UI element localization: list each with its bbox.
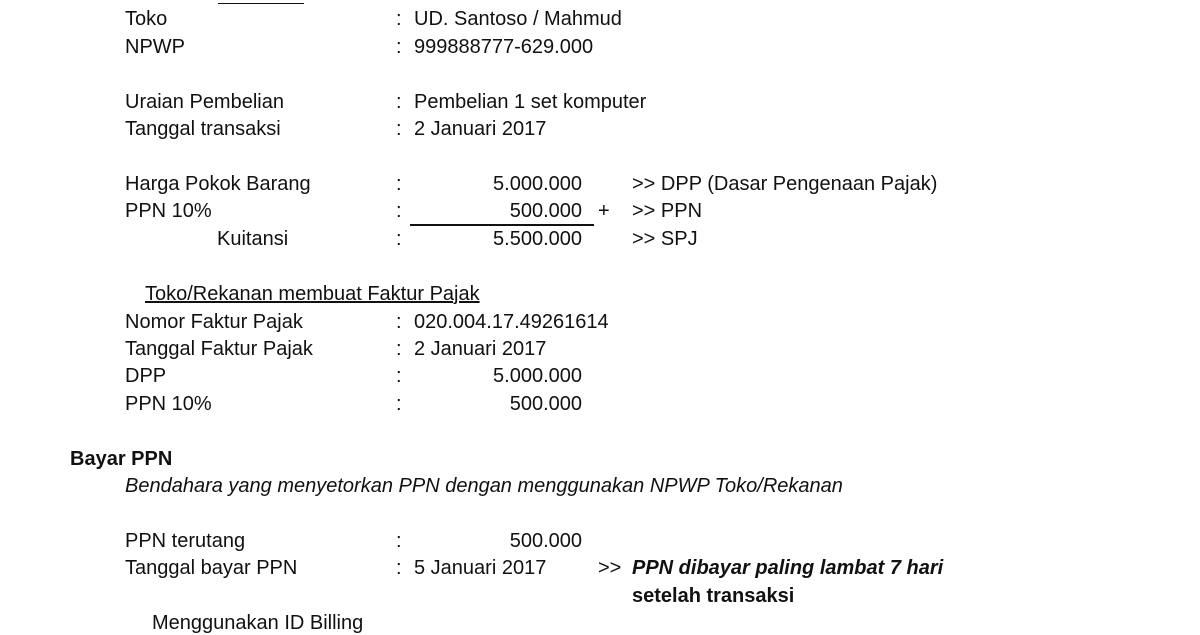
- billing-label: Menggunakan ID Billing: [152, 612, 364, 634]
- tanggal-bayar-value: 5 Januari 2017: [414, 557, 547, 579]
- npwp-value: 999888777-629.000: [414, 36, 594, 58]
- bayar-subtitle: Bendahara yang menyetorkan PPN dengan menggunakan NPWP Toko/Rekanan: [125, 475, 843, 497]
- harga-label: Harga Pokok Barang: [125, 173, 311, 195]
- npwp-label: NPWP: [125, 36, 185, 58]
- colon: :: [396, 311, 402, 333]
- bayar-heading: Bayar PPN: [70, 448, 173, 470]
- nomor-faktur-value: 020.004.17.49261614: [414, 311, 609, 333]
- colon: :: [396, 393, 402, 415]
- tanggal-transaksi-label: Tanggal transaksi: [125, 118, 281, 140]
- kuitansi-label: Kuitansi: [217, 228, 289, 250]
- note-line-1: PPN dibayar paling lambat 7 hari: [632, 557, 944, 579]
- terutang-value: 500.000: [509, 530, 582, 552]
- tanggal-transaksi-value: 2 Januari 2017: [414, 118, 547, 140]
- toko-value: UD. Santoso / Mahmud: [414, 8, 622, 30]
- nomor-faktur-label: Nomor Faktur Pajak: [125, 311, 303, 333]
- note-line-2: setelah transaksi: [632, 585, 795, 607]
- ppn-value: 500.000: [509, 200, 582, 222]
- colon: :: [396, 200, 402, 222]
- uraian-value: Pembelian 1 set komputer: [414, 91, 647, 113]
- dpp-value: 5.000.000: [493, 365, 582, 387]
- terutang-label: PPN terutang: [125, 530, 246, 552]
- colon: :: [396, 228, 402, 250]
- ppn-note: >> PPN: [632, 200, 703, 222]
- colon: :: [396, 91, 402, 113]
- kuitansi-value: 5.500.000: [493, 228, 582, 250]
- toko-label: Toko: [125, 8, 168, 30]
- colon: :: [396, 338, 402, 360]
- colon: :: [396, 530, 402, 552]
- tanggal-bayar-label: Tanggal bayar PPN: [125, 557, 298, 579]
- faktur-heading: Toko/Rekanan membuat Faktur Pajak: [145, 283, 480, 305]
- colon: :: [396, 557, 402, 579]
- tanggal-faktur-label: Tanggal Faktur Pajak: [125, 338, 313, 360]
- faktur-ppn-value: 500.000: [509, 393, 582, 415]
- uraian-label: Uraian Pembelian: [125, 91, 284, 113]
- colon: :: [396, 173, 402, 195]
- colon: :: [396, 365, 402, 387]
- tanggal-faktur-value: 2 Januari 2017: [414, 338, 547, 360]
- kuitansi-note: >> SPJ: [632, 228, 698, 250]
- colon: :: [396, 36, 402, 58]
- sum-line: [410, 224, 594, 226]
- note-arrow: >>: [598, 557, 622, 579]
- plus-sign: +: [598, 200, 610, 222]
- ppn-label: PPN 10%: [125, 200, 212, 222]
- top-underline-fragment: [218, 3, 304, 4]
- colon: :: [396, 8, 402, 30]
- harga-note: >> DPP (Dasar Pengenaan Pajak): [632, 173, 938, 195]
- colon: :: [396, 118, 402, 140]
- dpp-label: DPP: [125, 365, 167, 387]
- harga-value: 5.000.000: [493, 173, 582, 195]
- faktur-ppn-label: PPN 10%: [125, 393, 212, 415]
